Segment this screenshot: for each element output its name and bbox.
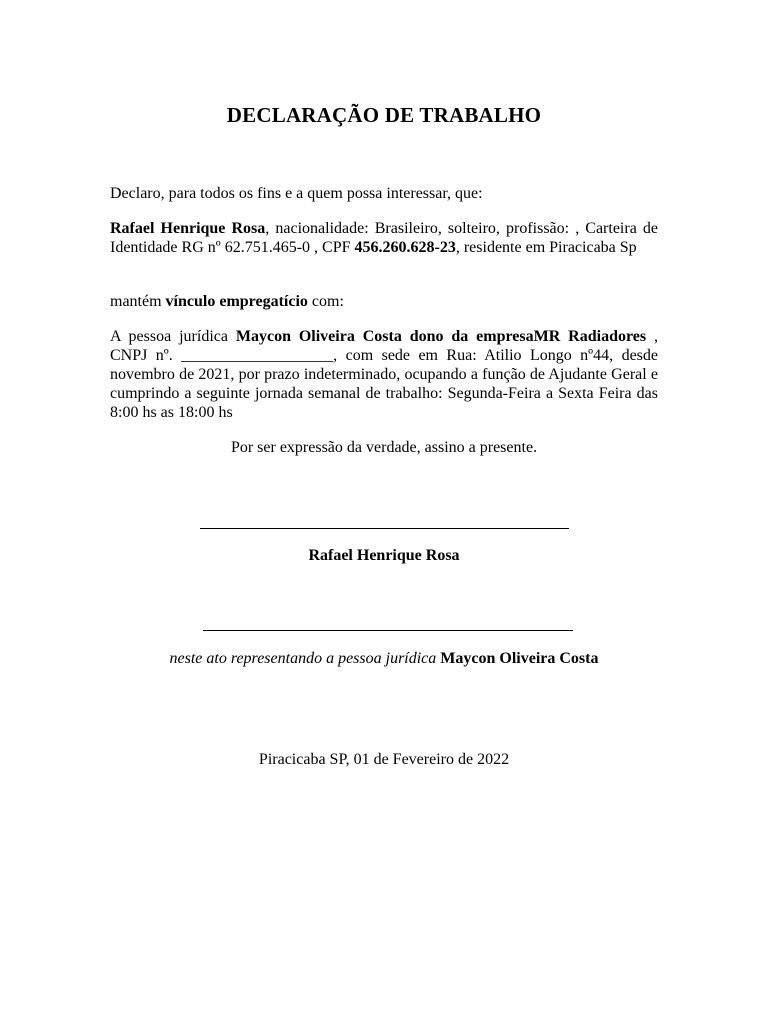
place-and-date: Piracicaba SP, 01 de Fevereiro de 2022 <box>258 751 510 768</box>
employer-details: , CNPJ nº. ___________________, com sede em Rua: Atilio Longo nº44, desde novembro de 2021, por prazo indeterminado, ocupando a função de Ajudante Geral e cumprindo a seguinte jornada semanal de trabalho: Segunda-Feira a Sexta Feira das 8:00 hs as 18:00 hs <box>110 328 659 421</box>
document-title: DECLARAÇÃO DE TRABALHO <box>226 103 542 127</box>
employee-details: , nacionalidade: Brasileiro, solteiro, profissão: , Carteira de Identidade RG nº 62.751.465-0 , CPF <box>110 220 658 256</box>
employer-signature-line <box>203 630 573 631</box>
employee-signature-name: Rafael Henrique Rosa <box>308 547 460 564</box>
employee-paragraph <box>110 219 658 257</box>
bond-bold: vínculo empregatício <box>165 293 308 310</box>
employer-representation-text: neste ato representando a pessoa jurídica <box>169 650 441 667</box>
employee-residence: , residente em Piracicaba Sp <box>455 239 637 256</box>
intro-paragraph: Declaro, para todos os fins e a quem possa interessar, que: <box>110 185 483 202</box>
truth-statement: Por ser expressão da verdade, assino a presente. <box>230 439 538 456</box>
bond-prefix: mantém <box>110 293 166 310</box>
employer-prefix: A pessoa jurídica <box>110 328 236 345</box>
bond-line <box>110 292 658 311</box>
bond-suffix: com: <box>307 293 344 310</box>
employer-name: Maycon Oliveira Costa dono da empresaMR Radiadores <box>235 328 647 345</box>
employer-signature-name: Maycon Oliveira Costa <box>440 650 599 667</box>
employer-paragraph <box>110 327 658 422</box>
employee-signature-line <box>200 528 569 529</box>
employer-signature-caption <box>0 649 768 668</box>
employee-name: Rafael Henrique Rosa <box>110 220 266 237</box>
employee-cpf: 456.260.628-23 <box>354 239 456 256</box>
